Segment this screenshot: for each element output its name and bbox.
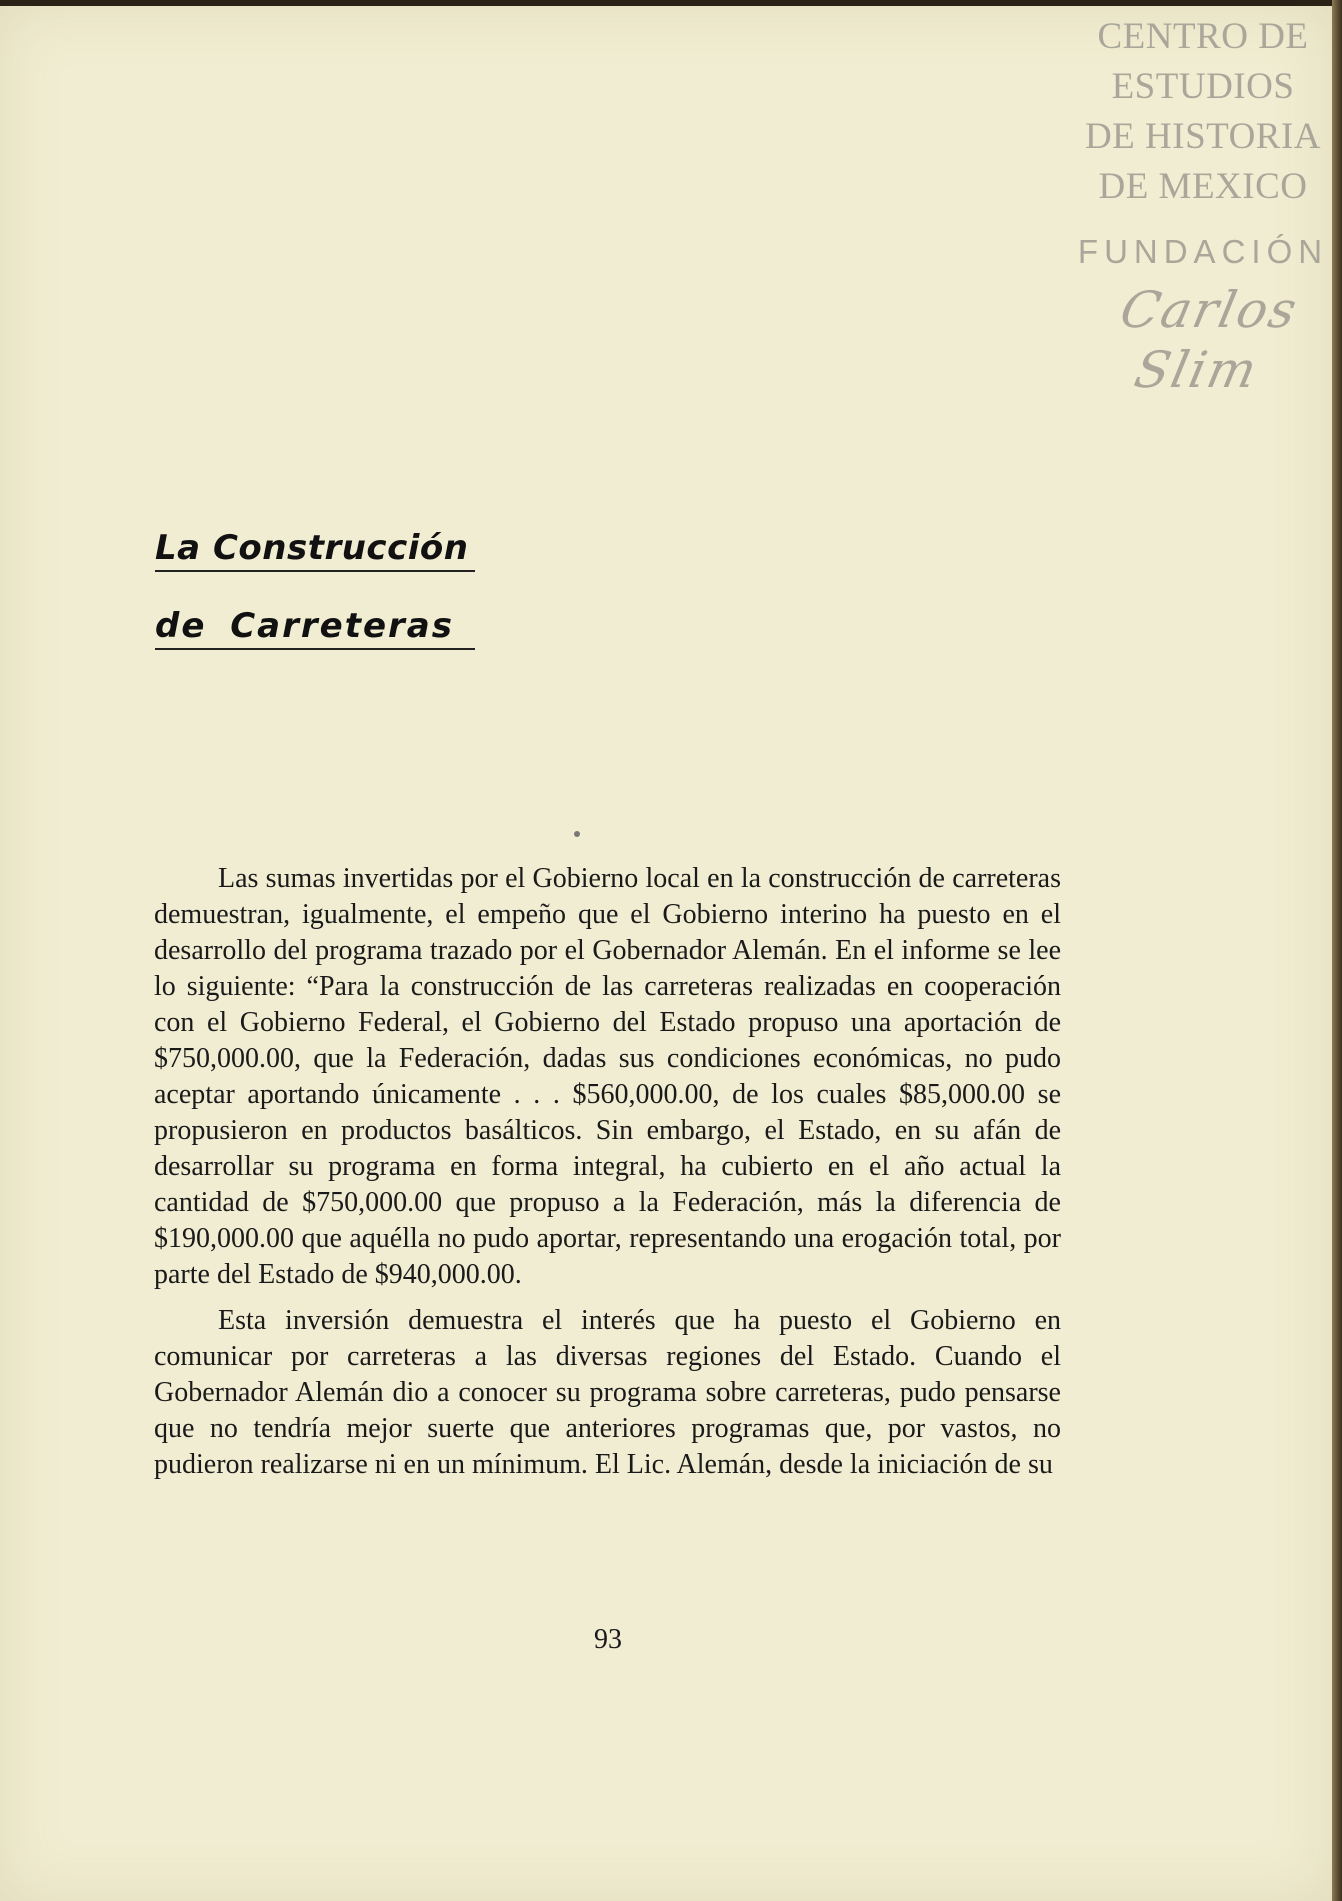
ink-dot (574, 831, 580, 837)
scan-right-edge (1332, 0, 1342, 1901)
watermark-fundacion: FUNDACIÓN (1077, 233, 1329, 270)
watermark-line: DE HISTORIA (1084, 116, 1322, 157)
bleed-through-text (150, 171, 1070, 207)
page-number: 93 (594, 1624, 622, 1655)
paragraph: Las sumas invertidas por el Gobierno local en la construcción de carreteras demuestran, igualmente, el empeño que el Gobierno interino ha puesto en el desarrollo del programa trazado por el Gobernador Alemán. En el informe se lee lo siguiente: “Para la construcción de las carreteras realizadas en cooperación con el Gobierno Federal, el Gobierno del Estado propuso una aportación de $750,000.00, que la Federación, dadas sus condiciones económicas, no pudo aceptar aportando únicamente . . . $560,000.00, de los cuales $85,000.00 se propusieron en productos basálticos. Sin embargo, el Estado, en su afán de desarrollar su programa en forma integral, ha cubierto en el año actual la cantidad de $750,000.00 que propuso a la Federación, más la diferencia de $190,000.00 que aquélla no pudo aportar, representando una erogación total, por parte del Estado de $940,000.00. (154, 863, 1061, 1290)
watermark-line: DE MEXICO (1098, 166, 1308, 207)
watermark-line: ESTUDIOS (1111, 66, 1295, 107)
title-line-1: La Construcción (155, 528, 475, 572)
body-text (154, 861, 1061, 1483)
document-page (0, 6, 1332, 1901)
archive-watermark (1072, 12, 1334, 400)
watermark-line: CENTRO DE (1097, 16, 1309, 57)
watermark-signature-logo: Carlos Slim (1115, 281, 1304, 399)
title-line-2: de Carreteras (155, 606, 475, 650)
paragraph: Esta inversión demuestra el interés que ha puesto el Gobierno en comunicar por carreteras a las diversas regiones del Estado. Cuando el Gobernador Alemán dio a conocer su programa sobre carreteras, pudo pensarse que no tendría mejor suerte que anteriores programas que, por vastos, no pudieron realizarse ni en un mínimum. El Lic. Alemán, desde la iniciación de su (154, 1305, 1061, 1480)
